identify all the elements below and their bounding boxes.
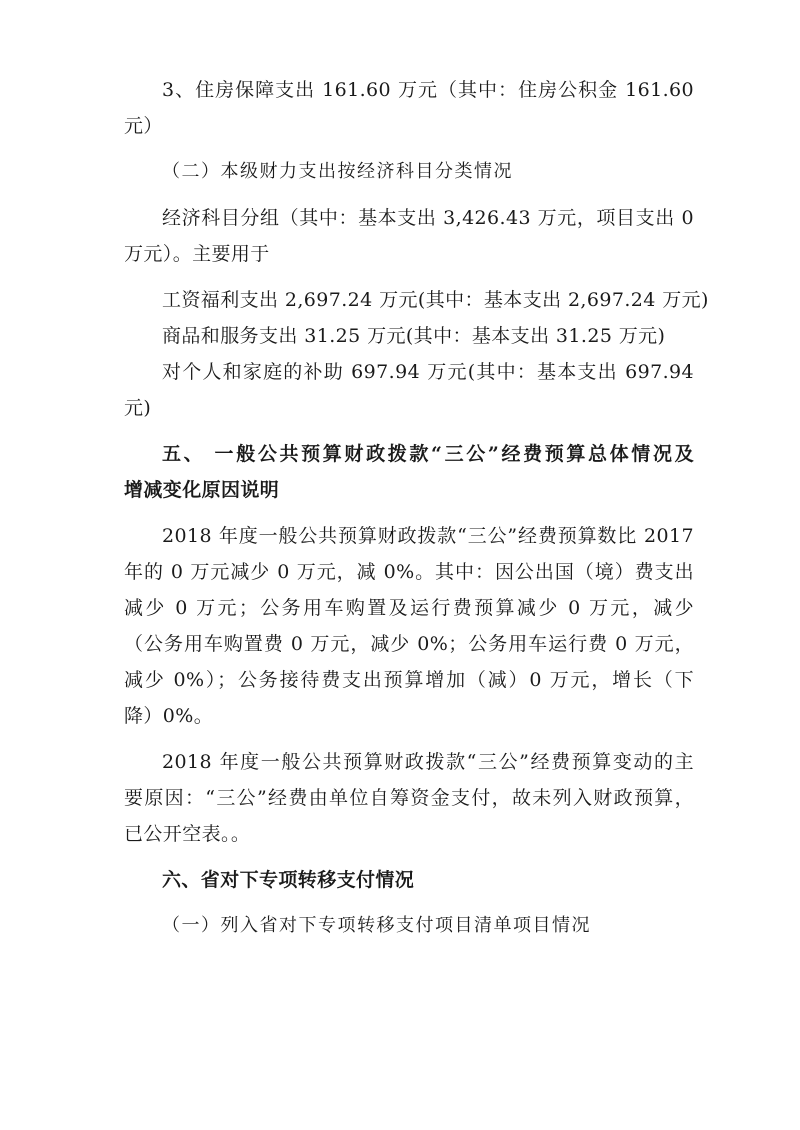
- paragraph-salary-welfare: [124, 282, 709, 318]
- text-line: 减少 0 万元；公务用车购置及运行费预算减少 0 万元，减少: [124, 597, 694, 619]
- text-line: 万元）。主要用于: [124, 243, 270, 265]
- paragraph-housing-expense: [124, 72, 694, 144]
- text-line: 五、 一般公共预算财政拨款“三公”经费预算总体情况及: [162, 443, 694, 465]
- text-line: 经济科目分组（其中：基本支出 3,426.43 万元，项目支出 0: [162, 207, 694, 229]
- text-line: 对个人和家庭的补助 697.94 万元(其中：基本支出 697.94: [162, 361, 694, 383]
- text-line: 2018 年度一般公共预算财政拨款“三公”经费预算变动的主: [162, 751, 694, 773]
- text-line: 已公开空表。。: [124, 823, 251, 845]
- text-line: （公务用车购置费 0 万元，减少 0%；公务用车运行费 0 万元，: [124, 633, 694, 655]
- text-line: 元): [124, 397, 152, 419]
- text-line: 3、住房保障支出 161.60 万元（其中：住房公积金 161.60: [162, 79, 694, 101]
- document-body: [124, 72, 709, 944]
- paragraph-change-reason: [124, 744, 694, 852]
- text-line: 增减变化原因说明: [124, 479, 280, 501]
- text-line: 年的 0 万元减少 0 万元，减 0%。其中：因公出国（境）费支出: [124, 561, 694, 583]
- text-line: （二）本级财力支出按经济科目分类情况: [162, 161, 513, 182]
- paragraph-household-subsidy: [124, 354, 694, 426]
- text-line: 要原因：“三公”经费由单位自筹资金支付，故未列入财政预算，: [124, 787, 694, 809]
- subheading-transfer-list: [124, 908, 694, 944]
- section-heading-five: [124, 436, 694, 508]
- paragraph-goods-services: [124, 318, 694, 354]
- text-line: （一）列入省对下专项转移支付项目清单项目情况: [162, 915, 591, 936]
- text-line: 商品和服务支出 31.25 万元(其中：基本支出 31.25 万元): [162, 325, 666, 347]
- text-line: 降）0%。: [124, 705, 214, 727]
- paragraph-economic-groups: [124, 200, 694, 272]
- text-line: 六、省对下专项转移支付情况: [162, 869, 415, 891]
- text-line: 元）: [124, 115, 163, 137]
- text-line: 工资福利支出 2,697.24 万元(其中：基本支出 2,697.24 万元): [162, 289, 709, 311]
- section-heading-six: [124, 862, 694, 898]
- text-line: 减少 0%）；公务接待费支出预算增加（减）0 万元，增长（下: [124, 669, 694, 691]
- subheading-economic-classification: [124, 154, 694, 190]
- text-line: 2018 年度一般公共预算财政拨款“三公”经费预算数比 2017: [162, 525, 694, 547]
- paragraph-three-public-budget: [124, 518, 694, 734]
